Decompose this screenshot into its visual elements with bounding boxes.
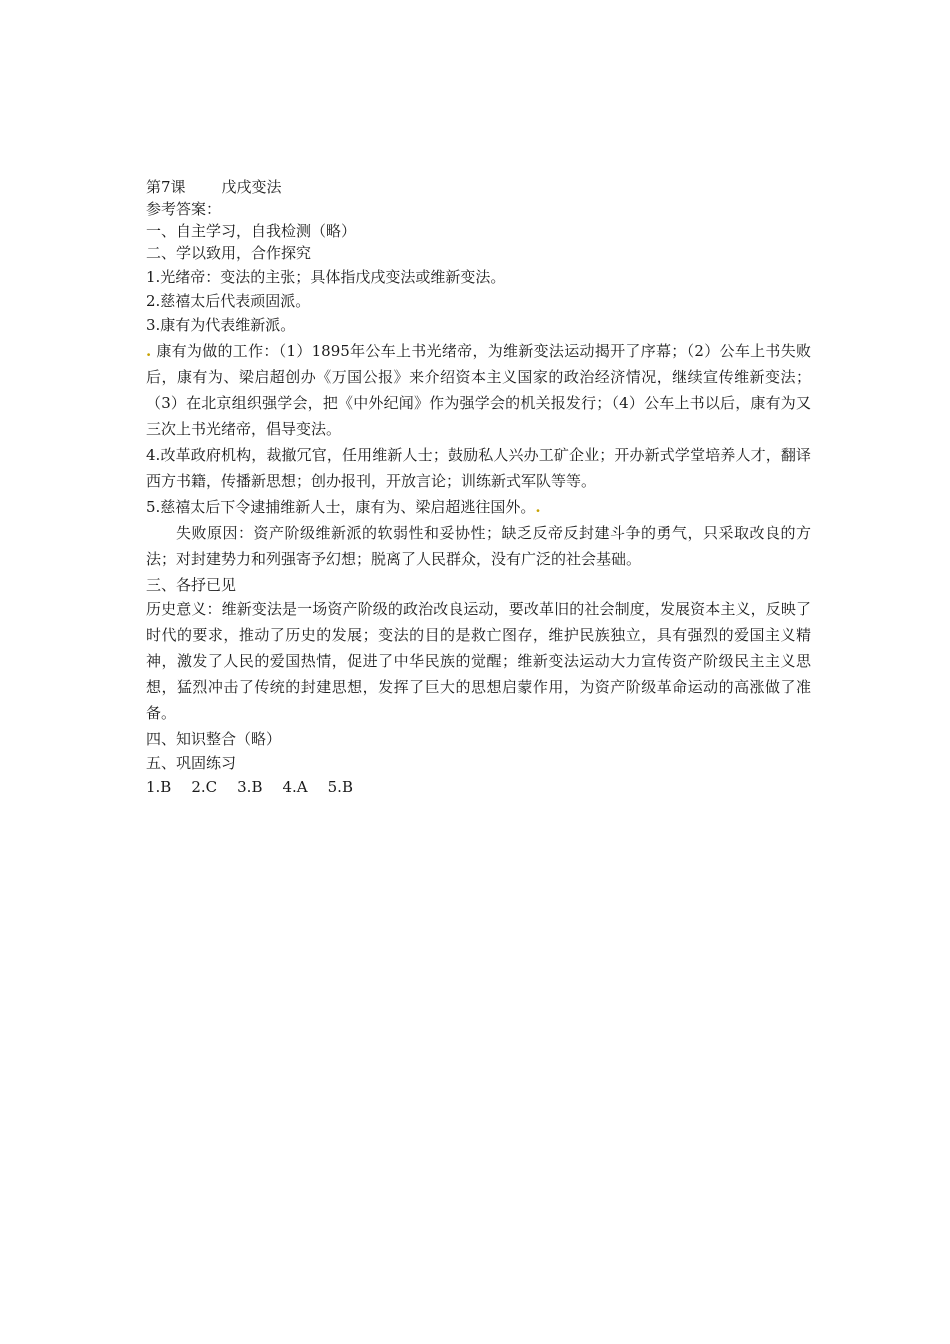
mark-dot: . bbox=[146, 342, 152, 360]
answer-item-4: 4.改革政府机构，裁撤冗官，任用维新人士；鼓励私人兴办工矿企业；开办新式学堂培养人才，翻译西方书籍，传播新思想；创办报刊，开放言论；训练新式军队等等。 bbox=[146, 446, 811, 490]
answer-item-2: 2.慈禧太后代表顽固派。 bbox=[146, 292, 311, 310]
exercise-answer: 4.A bbox=[282, 778, 308, 796]
section-5-heading: 五、巩固练习 bbox=[146, 754, 237, 772]
exercise-answers bbox=[146, 776, 811, 798]
answer-item-3: 3.康有为代表维新派。 bbox=[146, 316, 296, 334]
exercise-answer: 2.C bbox=[191, 778, 218, 796]
section-1-heading: 一、自主学习，自我检测（略） bbox=[146, 222, 357, 240]
exercise-answer: 5.B bbox=[327, 778, 353, 796]
historical-significance: 历史意义：维新变法是一场资产阶级的政治改良运动，要改革旧的社会制度，发展资本主义，反映了时代的要求，推动了历史的发展；变法的目的是救亡图存，维护民族独立，具有强烈的爱国主义精神，激发了人民的爱国热情，促进了中华民族的觉醒；维新变法运动大力宣传资产阶级民主主义思想，猛烈冲击了传统的封建思想，发挥了巨大的思想启蒙作用，为资产阶级革命运动的高涨做了准备。 bbox=[146, 600, 811, 722]
exercise-answer: 1.B bbox=[146, 778, 172, 796]
answer-item-5 bbox=[146, 494, 811, 520]
kang-youwei-work-text: 康有为做的工作：（1）1895年公车上书光绪帝，为维新变法运动揭开了序幕；（2）公车上书失败后，康有为、梁启超创办《万国公报》来介绍资本主义国家的政治经济情况，继续宣传维新变法；（3）在北京组织强学会，把《中外纪闻》作为强学会的机关报发行；（4）公车上书以后，康有为又三次上书光绪帝，倡导变法。 bbox=[146, 342, 812, 438]
document-page bbox=[146, 176, 811, 798]
kang-youwei-work bbox=[146, 338, 811, 442]
answer-item-1: 1.光绪帝：变法的主张；具体指戊戌变法或维新变法。 bbox=[146, 268, 506, 286]
section-2-heading: 二、学以致用，合作探究 bbox=[146, 244, 312, 262]
answer-key-heading: 参考答案： bbox=[146, 200, 222, 218]
failure-reasons: 失败原因：资产阶级维新派的软弱性和妥协性；缺乏反帝反封建斗争的勇气，只采取改良的方法；对封建势力和列强寄予幻想；脱离了人民群众，没有广泛的社会基础。 bbox=[146, 524, 811, 568]
lesson-number: 第7课 bbox=[146, 178, 186, 196]
lesson-title bbox=[146, 176, 811, 198]
lesson-topic: 戊戌变法 bbox=[221, 178, 282, 196]
section-4-heading: 四、知识整合（略） bbox=[146, 730, 282, 748]
answer-item-5-text: 5.慈禧太后下令逮捕维新人士，康有为、梁启超逃往国外。 bbox=[146, 498, 536, 516]
exercise-answer: 3.B bbox=[237, 778, 263, 796]
section-3-heading: 三、各抒已见 bbox=[146, 576, 237, 594]
mark-dot: . bbox=[535, 498, 541, 516]
